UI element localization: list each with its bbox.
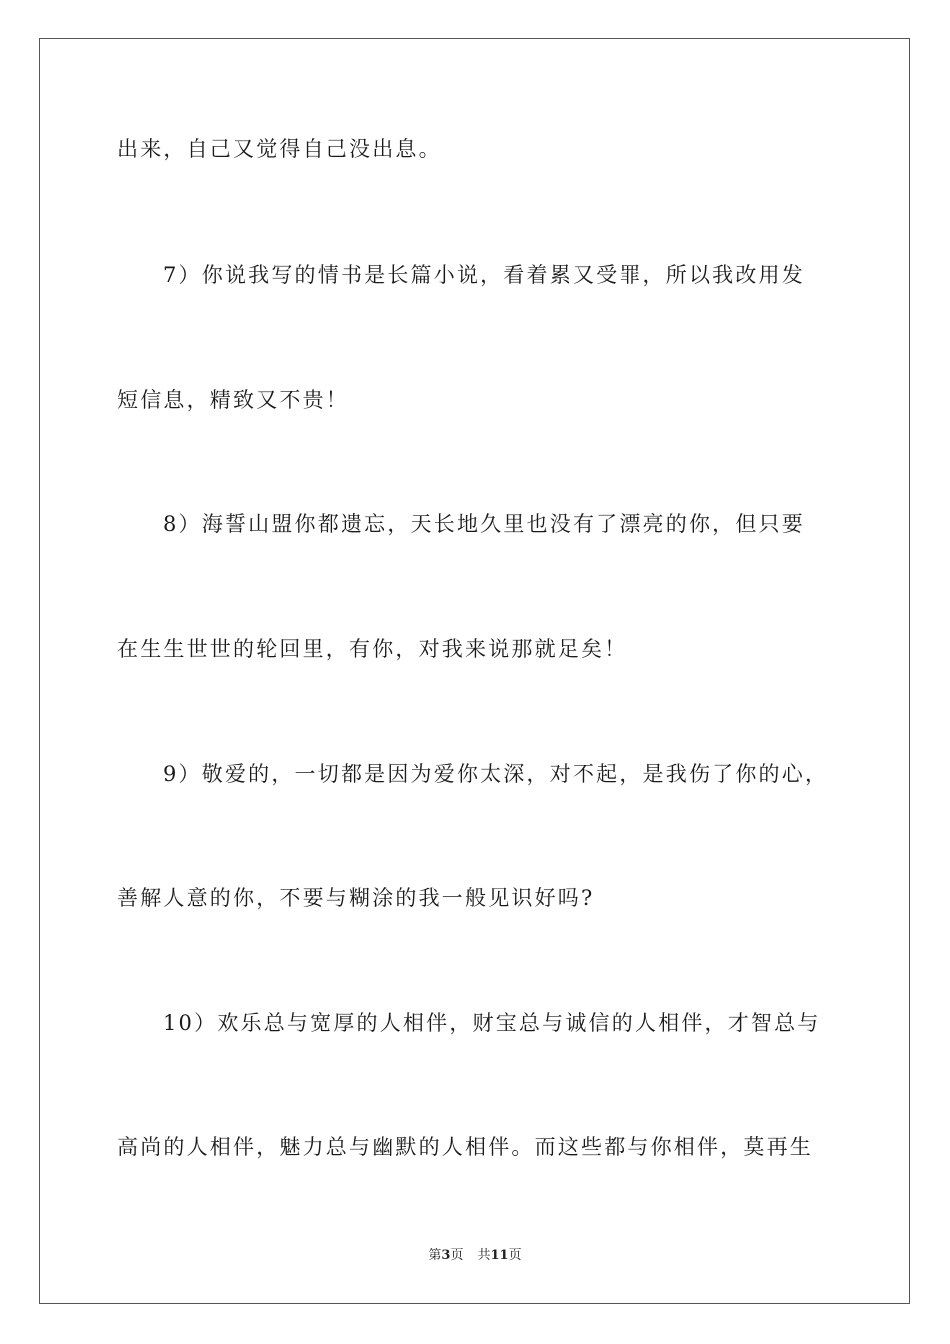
body-line-7: 善解人意的你，不要与糊涂的我一般见识好吗?: [117, 886, 595, 910]
page-number-current: 3: [441, 1248, 451, 1263]
page-number-suffix: 页: [450, 1248, 464, 1263]
body-line-9: 高尚的人相伴，魅力总与幽默的人相伴。而这些都与你相伴，莫再生: [117, 1135, 813, 1159]
body-line-1: 出来，自己又觉得自己没出息。: [117, 137, 442, 161]
body-line-2: 7）你说我写的情书是长篇小说，看着累又受罪，所以我改用发: [163, 263, 805, 287]
page-border: [39, 38, 910, 1304]
body-line-4: 8）海誓山盟你都遗忘，天长地久里也没有了漂亮的你，但只要: [163, 512, 805, 536]
page-total-count: 11: [490, 1248, 509, 1263]
body-line-6: 9）敬爱的，一切都是因为爱你太深，对不起，是我伤了你的心，: [163, 762, 829, 786]
body-line-5: 在生生世世的轮回里，有你，对我来说那就足矣！: [117, 637, 628, 661]
body-line-3: 短信息，精致又不贵！: [117, 388, 349, 412]
page-total-suffix: 页: [508, 1248, 522, 1263]
page-total-prefix: 共: [477, 1248, 491, 1263]
body-line-8: 10）欢乐总与宽厚的人相伴，财宝总与诚信的人相伴，才智总与: [163, 1011, 821, 1035]
page-footer: [0, 1247, 950, 1265]
page-number-prefix: 第: [428, 1248, 442, 1263]
